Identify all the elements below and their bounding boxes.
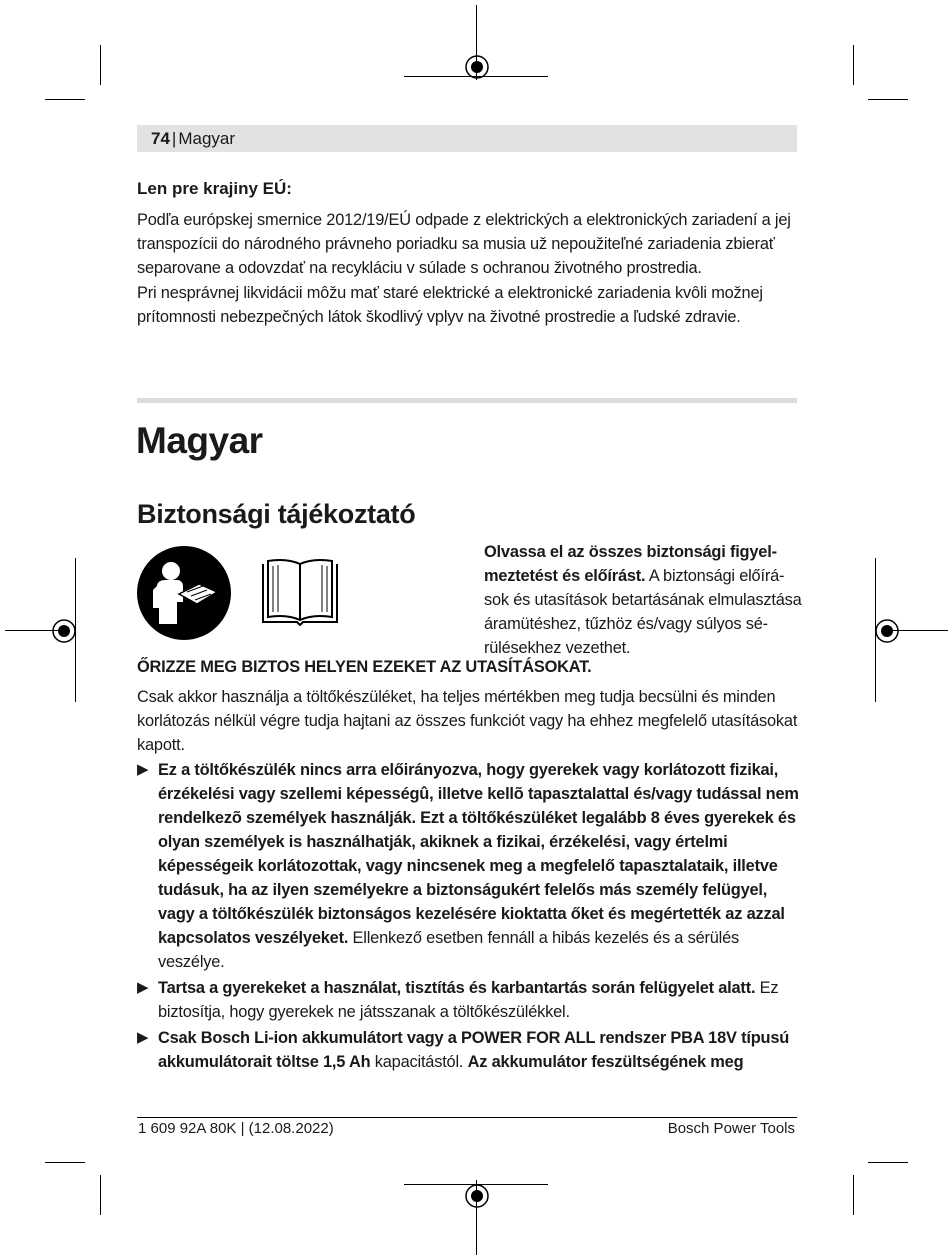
safety-intro-bold: Olvassa el az összes biztonsági figyelmeztetést és előírást. (484, 543, 778, 585)
usage-paragraph-block (137, 685, 799, 757)
safety-bullet (137, 758, 799, 974)
bullet-bold-text: Ez a töltőkészülék nincs arra előirányozva, hogy gyerekek vagy korlátozott fizikai, érzékelési vagy szellemi képességû, illetve kellõ tapasztalattal és/vagy tudással nem rendelkezõ személyek használják. Ezt a töltőkészüléket legalább 8 éves gyerekek és olyan személyek is használhatják, akiknek a fizikai, érzékelési, vagy értelmi képességeik korlátozottak, vagy nincsenek meg a megfelelő tapasztalataik, illetve tudásuk, ha az ilyen személyekre a biztonságukért felelős más személy felügyel, vagy a töltőkészülék biztonságos kezelésére kioktatta őket és megértették az azzal kapcsolatos veszélyeket. (158, 761, 799, 947)
safety-bullet (137, 976, 799, 1024)
safety-intro-text: A biztonsági előírások és utasítások betartásának elmulasztása áramütéshez, tűzhöz és/vagy súlyos sérülésekhez vezethet. (484, 567, 802, 657)
footer-brand: Bosch Power Tools (667, 1120, 795, 1137)
keep-instructions-heading: ŐRIZZE MEG BIZTOS HELYEN EZEKET AZ UTASÍTÁSOKAT. (137, 658, 592, 676)
crop-mark (853, 45, 854, 85)
crop-mark (45, 1162, 85, 1163)
safety-bullet-list (137, 758, 799, 1076)
registration-mark-icon (464, 54, 490, 80)
bullet-text: Ez biztosítja, hogy gyerekek ne játsszanak a töltőkészülékkel. (158, 979, 779, 1021)
bullet-arrow-icon: ▶ (137, 979, 149, 996)
safety-bullet (137, 1026, 799, 1074)
bullet-bold-text: Csak Bosch Li-ion akkumulátort vagy a POWER FOR ALL rendszer PBA 18V típusú akkumulátorait töltse 1,5 Ah (158, 1029, 790, 1071)
crop-mark (868, 1162, 908, 1163)
footer-doc-id: 1 609 92A 80K | (12.08.2022) (138, 1120, 334, 1137)
manual-book-icon (261, 558, 339, 626)
header-section: Magyar (178, 129, 236, 148)
crop-mark (868, 99, 908, 100)
bullet-arrow-icon: ▶ (137, 761, 149, 778)
read-manual-icon (137, 546, 231, 640)
safety-title: Biztonsági tájékoztató (137, 499, 416, 529)
bullet-bold-text: Tartsa a gyerekeket a használat, tisztítás és karbantartás során felügyelet alatt. (158, 979, 756, 997)
registration-mark-icon (874, 618, 900, 644)
crop-mark (45, 99, 85, 100)
safety-intro (484, 540, 802, 660)
page-header (137, 125, 797, 152)
eu-notice-title: Len pre krajiny EÚ: (137, 179, 292, 198)
eu-notice-paragraph: Pri nesprávnej likvidácii môžu mať staré elektrické a elektronické zariadenia kvôli možnej prítomnosti nebezpečných látok škodlivý vplyv na životné prostredie a ľudské zdravie. (137, 284, 763, 326)
eu-notice-body (137, 208, 799, 329)
registration-mark-icon (51, 618, 77, 644)
header-separator: | (171, 129, 177, 148)
bullet-bold-text: Az akkumulátor feszültségének meg (467, 1053, 744, 1071)
registration-mark-icon (464, 1183, 490, 1209)
crop-mark (100, 1175, 101, 1215)
bullet-text: Ellenkező esetben fennáll a hibás kezelés és a sérülés veszélye. (158, 929, 740, 971)
bullet-text: kapacitástól. (370, 1053, 468, 1071)
section-divider (137, 398, 797, 403)
eu-notice-paragraph: Podľa európskej smernice 2012/19/EÚ odpade z elektrických a elektronických zariadení a jej transpozícii do národného právneho poriadku sa musia už nepoužiteľné zariadenia zbierať separovane a odovzdať na recykláciu v súlade s ochranou životného prostredia. (137, 211, 791, 277)
crop-mark (100, 45, 101, 85)
page-number: 74 (151, 129, 170, 148)
section-title: Magyar (136, 420, 263, 461)
usage-paragraph: Csak akkor használja a töltőkészüléket, ha teljes mértékben meg tudja becsülni és minden korlátozás nélkül végre tudja hajtani az összes funkciót vagy ha ehhez megfelelő utasításokat kapott. (137, 688, 798, 754)
footer-rule (137, 1117, 797, 1118)
crop-mark (853, 1175, 854, 1215)
bullet-arrow-icon: ▶ (137, 1029, 149, 1046)
